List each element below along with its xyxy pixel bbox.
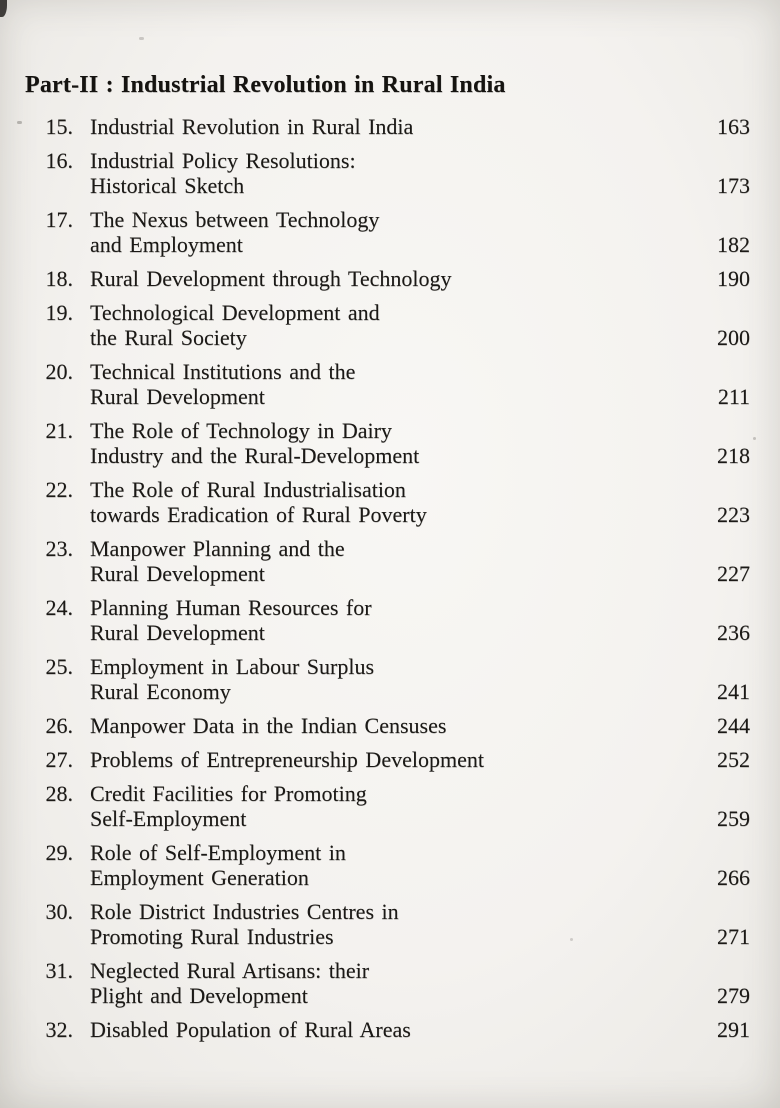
entry-number: 17.: [45, 207, 73, 232]
entry-title-line: Industrial Revolution in Rural India: [90, 114, 414, 139]
toc-entry: [25, 781, 750, 831]
entry-title-line: Employment in Labour Surplus: [90, 654, 375, 679]
entry-number: 29.: [45, 840, 73, 865]
scan-speck: [139, 37, 144, 40]
entry-page-number: 266: [717, 865, 750, 890]
entry-page-number: 236: [717, 620, 750, 645]
entry-page-number: 223: [717, 502, 750, 527]
toc-entry: [25, 747, 750, 772]
entry-title-line: Historical Sketch: [90, 173, 245, 198]
entry-page-number: 227: [717, 561, 750, 586]
toc-entry: [25, 359, 750, 409]
entry-title-line: Self-Employment: [90, 806, 247, 831]
entry-title: [73, 477, 698, 527]
entry-title: [73, 114, 698, 139]
toc-entry: [25, 1017, 750, 1042]
entry-page-number: 190: [717, 266, 750, 291]
entry-title-line: Rural Development: [90, 384, 265, 409]
entry-number: 21.: [45, 418, 73, 443]
entry-title-line: Rural Development: [90, 561, 265, 586]
toc-entry: [25, 266, 750, 291]
entry-title: [73, 418, 698, 468]
toc-entry: [25, 207, 750, 257]
entry-title-line: Industry and the Rural-Development: [90, 443, 420, 468]
entry-page-number: 291: [717, 1017, 750, 1042]
entry-page-number: 182: [717, 232, 750, 257]
entry-number: 24.: [45, 595, 73, 620]
entry-title: [73, 747, 698, 772]
entry-page-number: 163: [717, 114, 750, 139]
entry-page-number: 211: [717, 384, 750, 409]
entry-title: [73, 536, 698, 586]
scan-speck: [17, 121, 22, 124]
entry-title: [73, 840, 698, 890]
entry-title-line: Technical Institutions and the: [90, 359, 356, 384]
entry-title-line: Plight and Development: [90, 983, 308, 1008]
entry-title-line: and Employment: [90, 232, 243, 257]
entry-title-line: Role District Industries Centres in: [90, 899, 399, 924]
scan-speck: [753, 437, 756, 440]
entry-title-line: Manpower Planning and the: [90, 536, 345, 561]
entry-number: 23.: [45, 536, 73, 561]
entry-title-line: The Role of Rural Industrialisation: [90, 477, 406, 502]
toc-entry: [25, 300, 750, 350]
entry-number: 19.: [45, 300, 73, 325]
entry-title-line: Employment Generation: [90, 865, 309, 890]
entry-page-number: 173: [717, 173, 750, 198]
toc-entry: [25, 958, 750, 1008]
entry-title-line: Disabled Population of Rural Areas: [90, 1017, 411, 1042]
entry-number: 31.: [45, 958, 73, 983]
entry-title-line: Technological Development and: [90, 300, 380, 325]
entry-title-line: towards Eradication of Rural Poverty: [90, 502, 427, 527]
entry-number: 26.: [45, 713, 73, 738]
entry-title: [73, 359, 698, 409]
entry-number: 15.: [45, 114, 73, 139]
toc-entry: [25, 148, 750, 198]
toc-entry: [25, 654, 750, 704]
entry-title: [73, 148, 698, 198]
entry-title: [73, 781, 698, 831]
toc-entry: [25, 713, 750, 738]
entry-number: 16.: [45, 148, 73, 173]
entry-title-line: Credit Facilities for Promoting: [90, 781, 367, 806]
entry-title-line: Problems of Entrepreneurship Development: [90, 747, 484, 772]
toc-entry: [25, 899, 750, 949]
toc-entry: [25, 114, 750, 139]
entry-title-line: Planning Human Resources for: [90, 595, 372, 620]
entry-page-number: 200: [717, 325, 750, 350]
entry-page-number: 244: [717, 713, 750, 738]
part-heading: Part-II : Industrial Revolution in Rural India: [25, 72, 506, 98]
entry-title: [73, 207, 698, 257]
toc-entry: [25, 840, 750, 890]
entry-title: [73, 1017, 698, 1042]
entry-page-number: 279: [717, 983, 750, 1008]
entry-number: 22.: [45, 477, 73, 502]
entry-title-line: Rural Development through Technology: [90, 266, 452, 291]
entry-title-line: Industrial Policy Resolutions:: [90, 148, 356, 173]
entry-title-line: The Role of Technology in Dairy: [90, 418, 392, 443]
entry-number: 18.: [45, 266, 73, 291]
entry-title: [73, 654, 698, 704]
entry-title-line: Rural Economy: [90, 679, 231, 704]
entry-title-line: Manpower Data in the Indian Censuses: [90, 713, 447, 738]
entry-title-line: the Rural Society: [90, 325, 247, 350]
toc-entry: [25, 536, 750, 586]
entry-number: 32.: [45, 1017, 73, 1042]
entry-title: [73, 266, 698, 291]
entry-title: [73, 595, 698, 645]
entry-number: 25.: [45, 654, 73, 679]
entry-title: [73, 300, 698, 350]
entry-title: [73, 713, 698, 738]
entry-page-number: 252: [717, 747, 750, 772]
entry-title-line: Neglected Rural Artisans: their: [90, 958, 370, 983]
scan-speck: [570, 938, 573, 941]
entry-title-line: Rural Development: [90, 620, 265, 645]
entry-title-line: The Nexus between Technology: [90, 207, 380, 232]
entry-number: 28.: [45, 781, 73, 806]
entry-number: 27.: [45, 747, 73, 772]
entry-page-number: 271: [717, 924, 750, 949]
entry-page-number: 241: [717, 679, 750, 704]
entry-title-line: Promoting Rural Industries: [90, 924, 334, 949]
toc-list: [25, 114, 750, 1042]
entry-title: [73, 958, 698, 1008]
entry-page-number: 259: [717, 806, 750, 831]
entry-number: 20.: [45, 359, 73, 384]
entry-page-number: 218: [717, 443, 750, 468]
entry-number: 30.: [45, 899, 73, 924]
toc-entry: [25, 595, 750, 645]
toc-entry: [25, 477, 750, 527]
toc-entry: [25, 418, 750, 468]
entry-title: [73, 899, 698, 949]
entry-title-line: Role of Self-Employment in: [90, 840, 346, 865]
